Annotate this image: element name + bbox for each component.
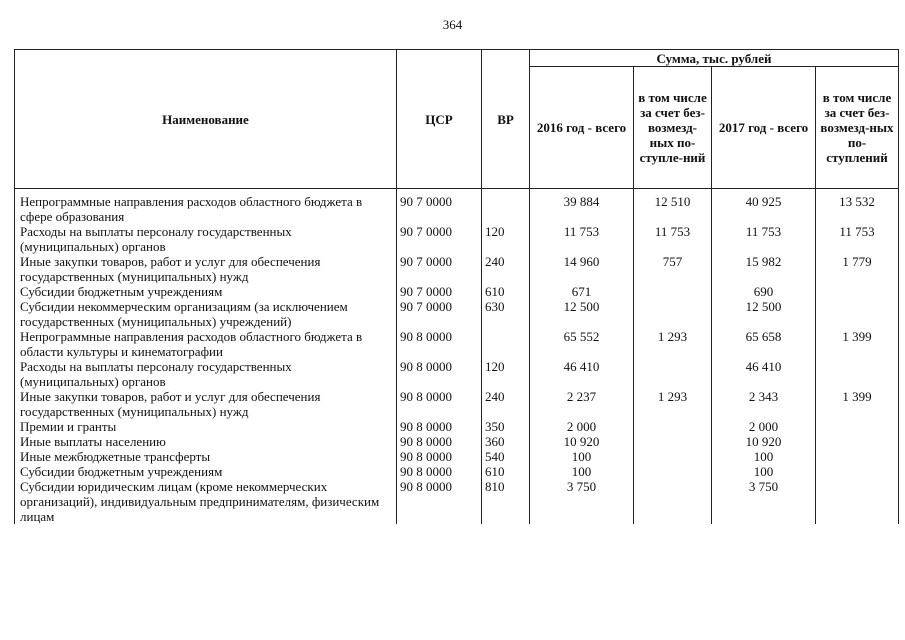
header-vr: ВР	[482, 50, 530, 189]
cell-2016-free	[634, 284, 712, 299]
cell-2017-free: 11 753	[816, 224, 899, 254]
cell-csr: 90 8 0000	[397, 479, 482, 524]
table-row	[15, 434, 899, 449]
cell-csr: 90 8 0000	[397, 359, 482, 389]
cell-2017: 11 753	[712, 224, 816, 254]
cell-2017-free	[816, 419, 899, 434]
table-row	[15, 389, 899, 419]
cell-vr	[482, 189, 530, 225]
cell-2017: 15 982	[712, 254, 816, 284]
cell-2017: 2 000	[712, 419, 816, 434]
cell-csr: 90 8 0000	[397, 434, 482, 449]
cell-2017-free	[816, 479, 899, 524]
table-row	[15, 479, 899, 524]
table-row	[15, 299, 899, 329]
cell-name: Непрограммные направления расходов областного бюджета в сфере образования	[15, 189, 397, 225]
header-csr: ЦСР	[397, 50, 482, 189]
cell-name: Премии и гранты	[15, 419, 397, 434]
cell-csr: 90 7 0000	[397, 299, 482, 329]
table-body	[15, 189, 899, 525]
cell-2016-free: 1 293	[634, 329, 712, 359]
cell-2016-free: 12 510	[634, 189, 712, 225]
cell-name: Субсидии бюджетным учреждениям	[15, 464, 397, 479]
cell-2017: 100	[712, 464, 816, 479]
cell-name: Непрограммные направления расходов областного бюджета в области культуры и кинематографии	[15, 329, 397, 359]
cell-2017: 10 920	[712, 434, 816, 449]
table-row	[15, 224, 899, 254]
cell-csr: 90 8 0000	[397, 464, 482, 479]
cell-vr: 240	[482, 389, 530, 419]
cell-vr: 540	[482, 449, 530, 464]
cell-2016: 671	[530, 284, 634, 299]
table-row	[15, 254, 899, 284]
table-row	[15, 189, 899, 225]
cell-csr: 90 8 0000	[397, 389, 482, 419]
cell-vr: 240	[482, 254, 530, 284]
cell-2017-free	[816, 449, 899, 464]
cell-2017: 40 925	[712, 189, 816, 225]
table-row	[15, 419, 899, 434]
cell-2016-free	[634, 449, 712, 464]
cell-vr: 630	[482, 299, 530, 329]
cell-csr: 90 7 0000	[397, 284, 482, 299]
cell-2017: 100	[712, 449, 816, 464]
cell-2016-free	[634, 359, 712, 389]
cell-name: Иные межбюджетные трансферты	[15, 449, 397, 464]
cell-vr: 810	[482, 479, 530, 524]
cell-2016: 46 410	[530, 359, 634, 389]
cell-2016-free: 1 293	[634, 389, 712, 419]
cell-csr: 90 7 0000	[397, 254, 482, 284]
cell-2016: 3 750	[530, 479, 634, 524]
table-row	[15, 284, 899, 299]
cell-name: Субсидии бюджетным учреждениям	[15, 284, 397, 299]
cell-vr: 610	[482, 464, 530, 479]
cell-2016-free	[634, 419, 712, 434]
cell-2016: 39 884	[530, 189, 634, 225]
cell-2016-free: 757	[634, 254, 712, 284]
cell-2016-free	[634, 299, 712, 329]
cell-2016-free: 11 753	[634, 224, 712, 254]
cell-name: Иные выплаты населению	[15, 434, 397, 449]
cell-2017-free: 1 779	[816, 254, 899, 284]
cell-vr: 120	[482, 359, 530, 389]
table-header	[15, 50, 899, 189]
cell-2017-free	[816, 464, 899, 479]
cell-2016: 100	[530, 449, 634, 464]
header-2016-total: 2016 год - всего	[530, 67, 634, 189]
cell-name: Расходы на выплаты персоналу государственных (муниципальных) органов	[15, 224, 397, 254]
cell-2016: 10 920	[530, 434, 634, 449]
cell-2016-free	[634, 479, 712, 524]
table-row	[15, 359, 899, 389]
cell-csr: 90 8 0000	[397, 419, 482, 434]
cell-2017: 690	[712, 284, 816, 299]
budget-table	[14, 49, 899, 524]
header-2017-free: в том числе за счет без-возмезд-ных по-ступлений	[816, 67, 899, 189]
cell-2016-free	[634, 464, 712, 479]
header-2016-free: в том числе за счет без-возмезд-ных по-ступле-ний	[634, 67, 712, 189]
cell-name: Иные закупки товаров, работ и услуг для обеспечения государственных (муниципальных) нужд	[15, 254, 397, 284]
cell-2016: 14 960	[530, 254, 634, 284]
cell-2017-free	[816, 284, 899, 299]
cell-2016: 100	[530, 464, 634, 479]
cell-vr: 610	[482, 284, 530, 299]
cell-name: Иные закупки товаров, работ и услуг для обеспечения государственных (муниципальных) нужд	[15, 389, 397, 419]
table-row	[15, 464, 899, 479]
cell-2017: 65 658	[712, 329, 816, 359]
table-row	[15, 449, 899, 464]
cell-vr	[482, 329, 530, 359]
cell-2016: 65 552	[530, 329, 634, 359]
header-2017-total: 2017 год - всего	[712, 67, 816, 189]
cell-2017: 12 500	[712, 299, 816, 329]
cell-2017-free: 1 399	[816, 329, 899, 359]
cell-2017: 2 343	[712, 389, 816, 419]
cell-2016: 2 000	[530, 419, 634, 434]
cell-2017-free	[816, 434, 899, 449]
cell-2016: 2 237	[530, 389, 634, 419]
cell-name: Субсидии юридическим лицам (кроме некоммерческих организаций), индивидуальным предпринимателям, физическим лицам	[15, 479, 397, 524]
cell-vr: 360	[482, 434, 530, 449]
cell-vr: 120	[482, 224, 530, 254]
cell-2017: 46 410	[712, 359, 816, 389]
cell-2017-free	[816, 299, 899, 329]
cell-2016: 12 500	[530, 299, 634, 329]
cell-2016: 11 753	[530, 224, 634, 254]
cell-csr: 90 7 0000	[397, 189, 482, 225]
cell-csr: 90 8 0000	[397, 449, 482, 464]
cell-csr: 90 8 0000	[397, 329, 482, 359]
cell-2016-free	[634, 434, 712, 449]
cell-2017-free: 1 399	[816, 389, 899, 419]
cell-vr: 350	[482, 419, 530, 434]
cell-name: Субсидии некоммерческим организациям (за исключением государственных (муниципальных) учреждений)	[15, 299, 397, 329]
page-number: 364	[442, 17, 463, 32]
cell-2017-free: 13 532	[816, 189, 899, 225]
header-sum-group: Сумма, тыс. рублей	[530, 50, 899, 67]
cell-2017-free	[816, 359, 899, 389]
cell-csr: 90 7 0000	[397, 224, 482, 254]
cell-2017: 3 750	[712, 479, 816, 524]
cell-name: Расходы на выплаты персоналу государственных (муниципальных) органов	[15, 359, 397, 389]
table-row	[15, 329, 899, 359]
header-name: Наименование	[15, 50, 397, 189]
